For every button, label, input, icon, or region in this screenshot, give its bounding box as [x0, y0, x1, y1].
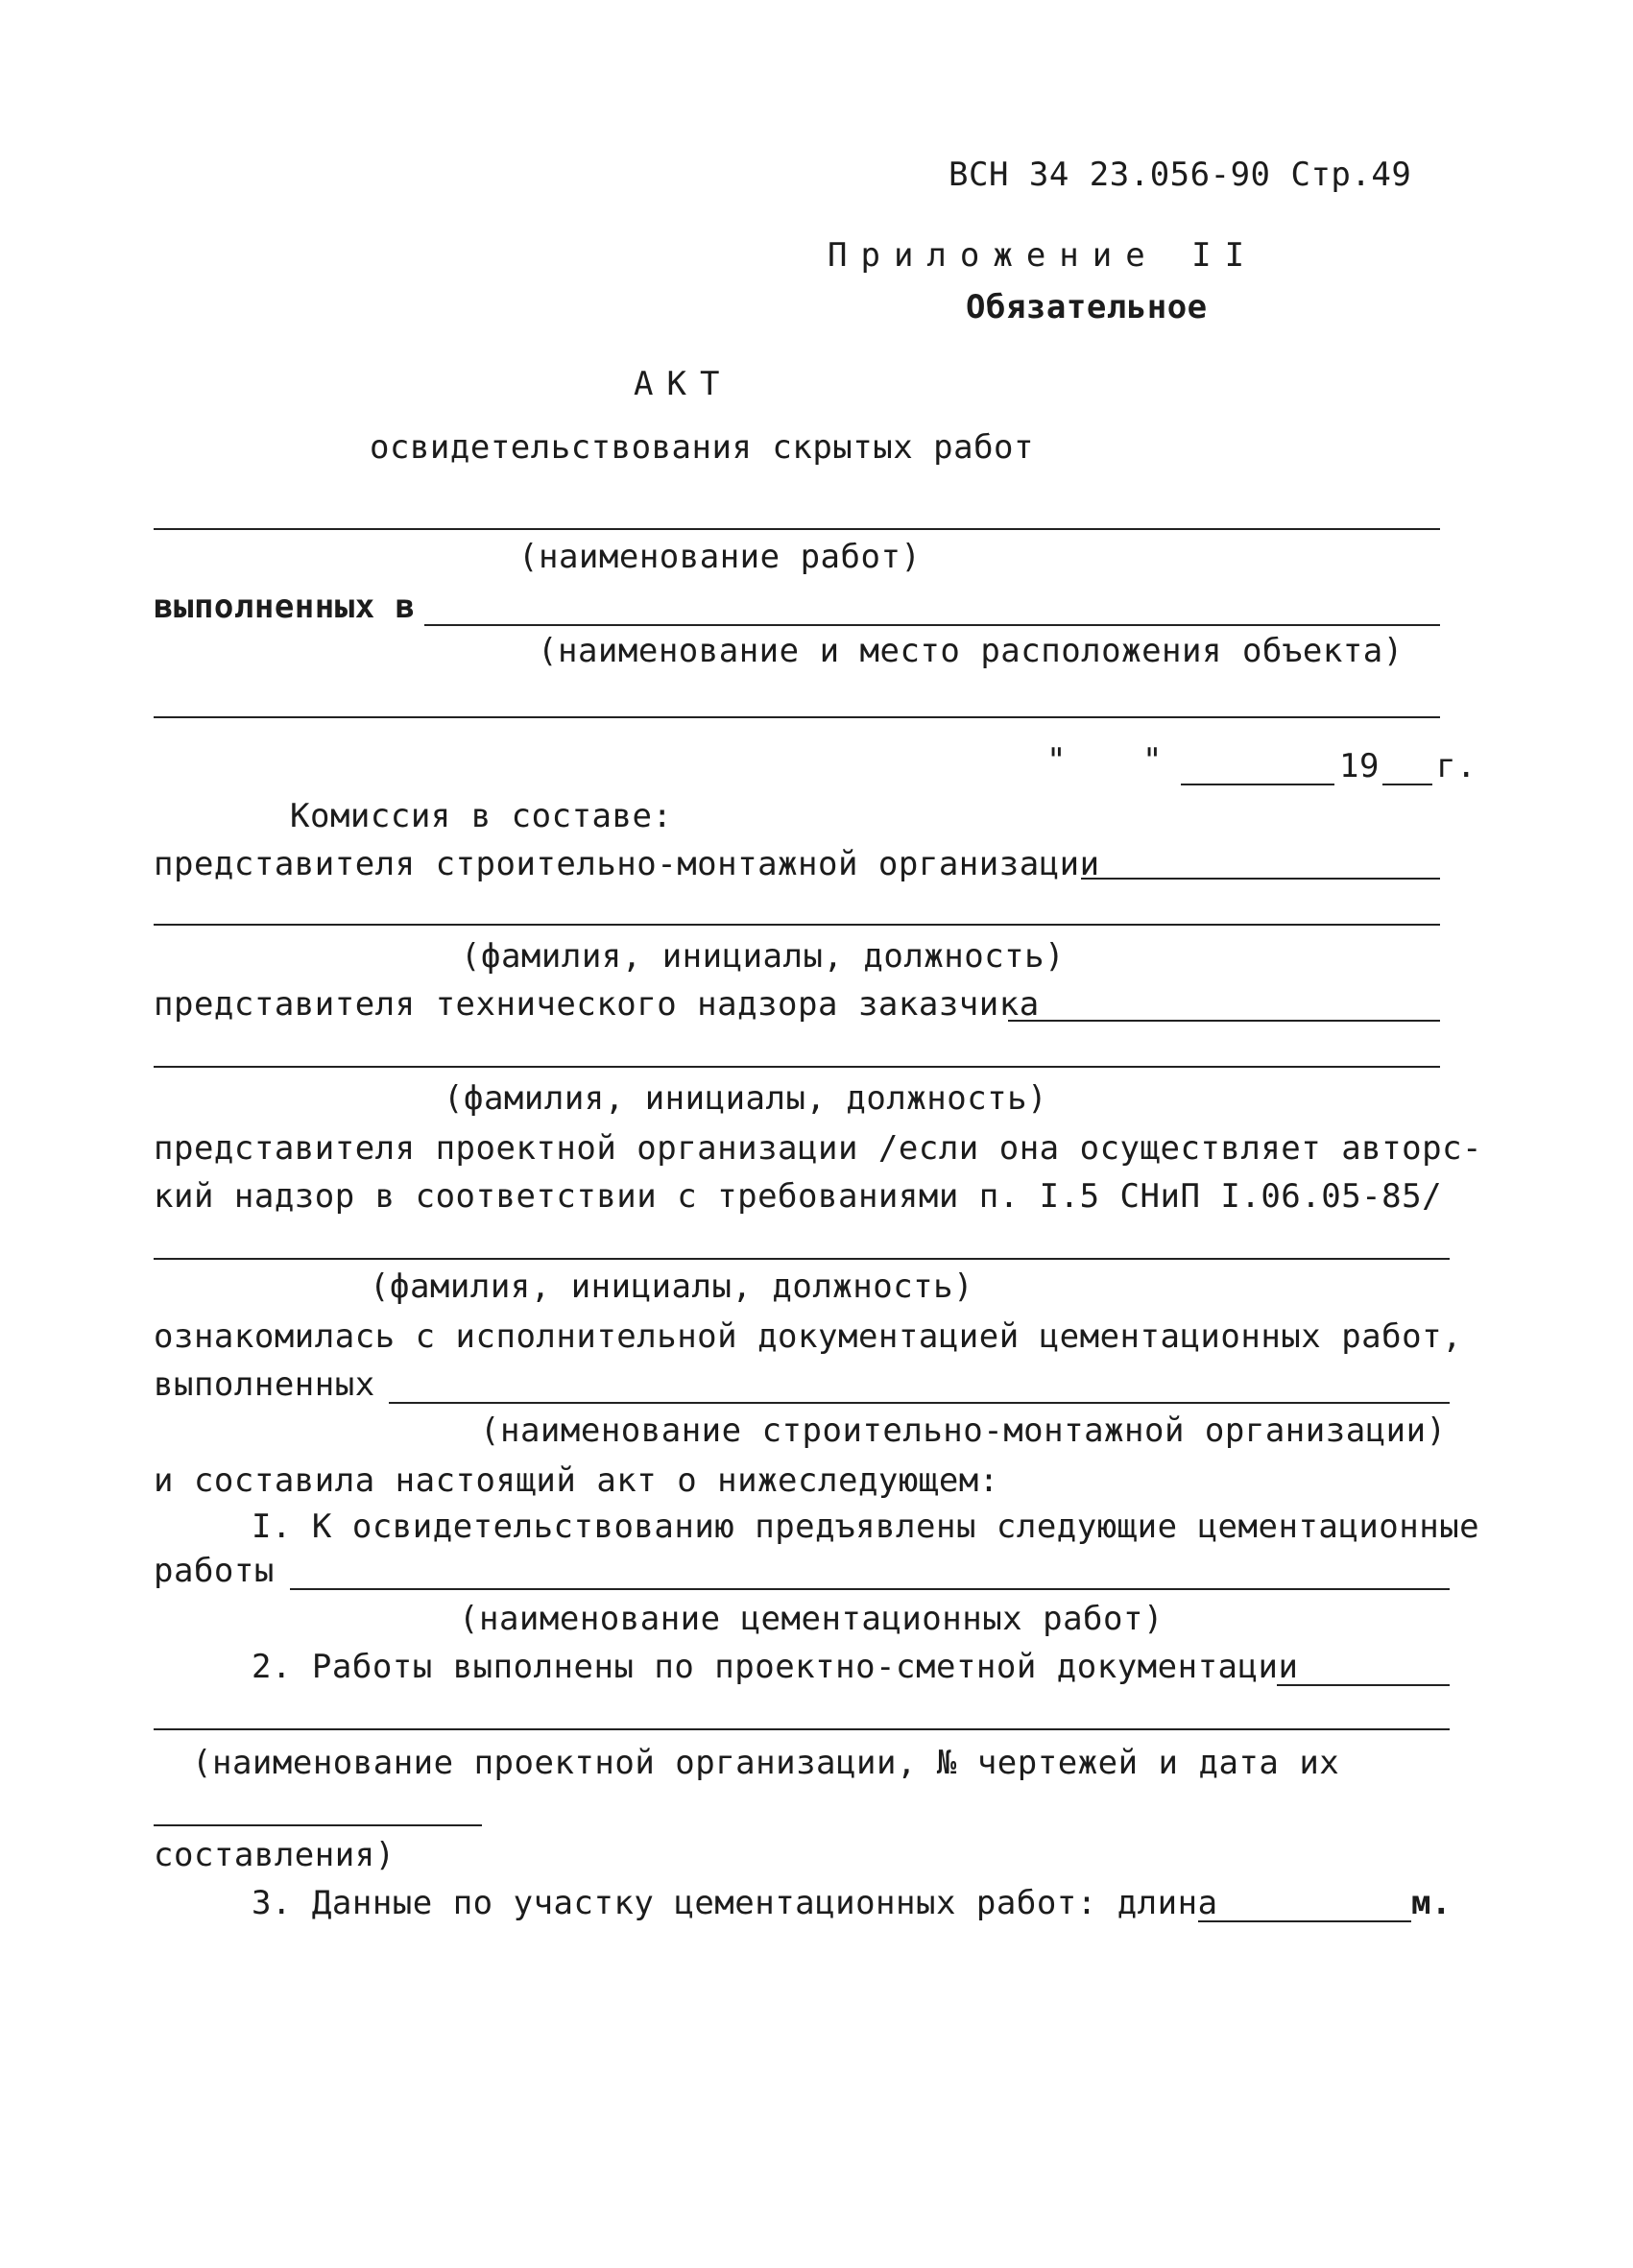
performed-by-label: выполненных — [154, 1365, 375, 1404]
date-year-prefix: 19 — [1339, 747, 1380, 785]
caption-person-2: (фамилия, инициалы, должность) — [444, 1079, 1048, 1118]
caption-design-line-1: (наименование проектной организации, № чертежей и дата их — [192, 1744, 1340, 1782]
rep-customer-label: представителя технического надзора заказчика — [154, 985, 1040, 1024]
rep-design-line-1: представителя проектной организации /если она осуществляет авторс- — [154, 1129, 1483, 1168]
reviewed-text: ознакомилась с исполнительной документацией цементационных работ, — [154, 1317, 1463, 1356]
caption-person-1: (фамилия, инициалы, должность) — [461, 937, 1066, 976]
object-field[interactable] — [424, 624, 1440, 626]
rep-customer-field-continued[interactable] — [154, 1066, 1440, 1068]
document-title: АКТ — [634, 365, 733, 403]
compiled-text: и составила настоящий акт о нижеследующем: — [154, 1461, 999, 1500]
length-field[interactable] — [1198, 1920, 1411, 1922]
document-reference: ВСН 34 23.056-90 Стр.49 — [949, 156, 1412, 194]
works-name-field[interactable] — [154, 528, 1440, 530]
rep-customer-field[interactable] — [1008, 1020, 1440, 1022]
rep-design-field[interactable] — [154, 1258, 1450, 1260]
mandatory-label: Обязательное — [966, 288, 1208, 326]
rep-design-line-2: кий надзор в соответствии с требованиями п. I.5 СНиП I.06.05-85/ — [154, 1177, 1443, 1216]
appendix-label: Приложение II — [828, 236, 1259, 275]
rep-contractor-label: представителя строительно-монтажной организации — [154, 845, 1100, 883]
caption-design-line-2: составления) — [154, 1836, 396, 1874]
rep-contractor-field[interactable] — [1081, 878, 1440, 880]
date-quote-close: " — [1142, 741, 1163, 780]
cement-works-field[interactable] — [290, 1588, 1450, 1590]
performed-in-label: выполненных в — [154, 588, 416, 626]
caption-org: (наименование строительно-монтажной организации) — [480, 1411, 1447, 1450]
design-doc-field-continued[interactable] — [154, 1728, 1450, 1730]
design-date-field[interactable] — [154, 1824, 482, 1826]
date-month-field[interactable] — [1181, 784, 1334, 785]
item-3-text: 3. Данные по участку цементационных работ: длина — [252, 1884, 1218, 1922]
caption-object: (наименование и место расположения объекта) — [538, 632, 1404, 670]
object-field-continued[interactable] — [154, 716, 1440, 718]
design-doc-field[interactable] — [1277, 1684, 1450, 1686]
caption-works: (наименование работ) — [518, 538, 922, 576]
date-quote-open: " — [1046, 741, 1067, 780]
item-1-line-2: работы — [154, 1552, 275, 1590]
commission-label: Комиссия в составе: — [290, 797, 673, 835]
rep-contractor-field-continued[interactable] — [154, 924, 1440, 926]
caption-person-3: (фамилия, инициалы, должность) — [370, 1267, 974, 1306]
date-year-field[interactable] — [1382, 784, 1432, 785]
document-subtitle: освидетельствования скрытых работ — [370, 428, 1035, 467]
item-2-text: 2. Работы выполнены по проектно-сметной документации — [252, 1648, 1299, 1686]
contractor-org-field[interactable] — [389, 1402, 1450, 1404]
caption-cement-works: (наименование цементационных работ) — [459, 1600, 1164, 1638]
date-suffix: г. — [1436, 747, 1477, 785]
length-unit: м. — [1411, 1884, 1452, 1922]
item-1-line-1: I. К освидетельствованию предъявлены следующие цементационные — [252, 1508, 1480, 1546]
